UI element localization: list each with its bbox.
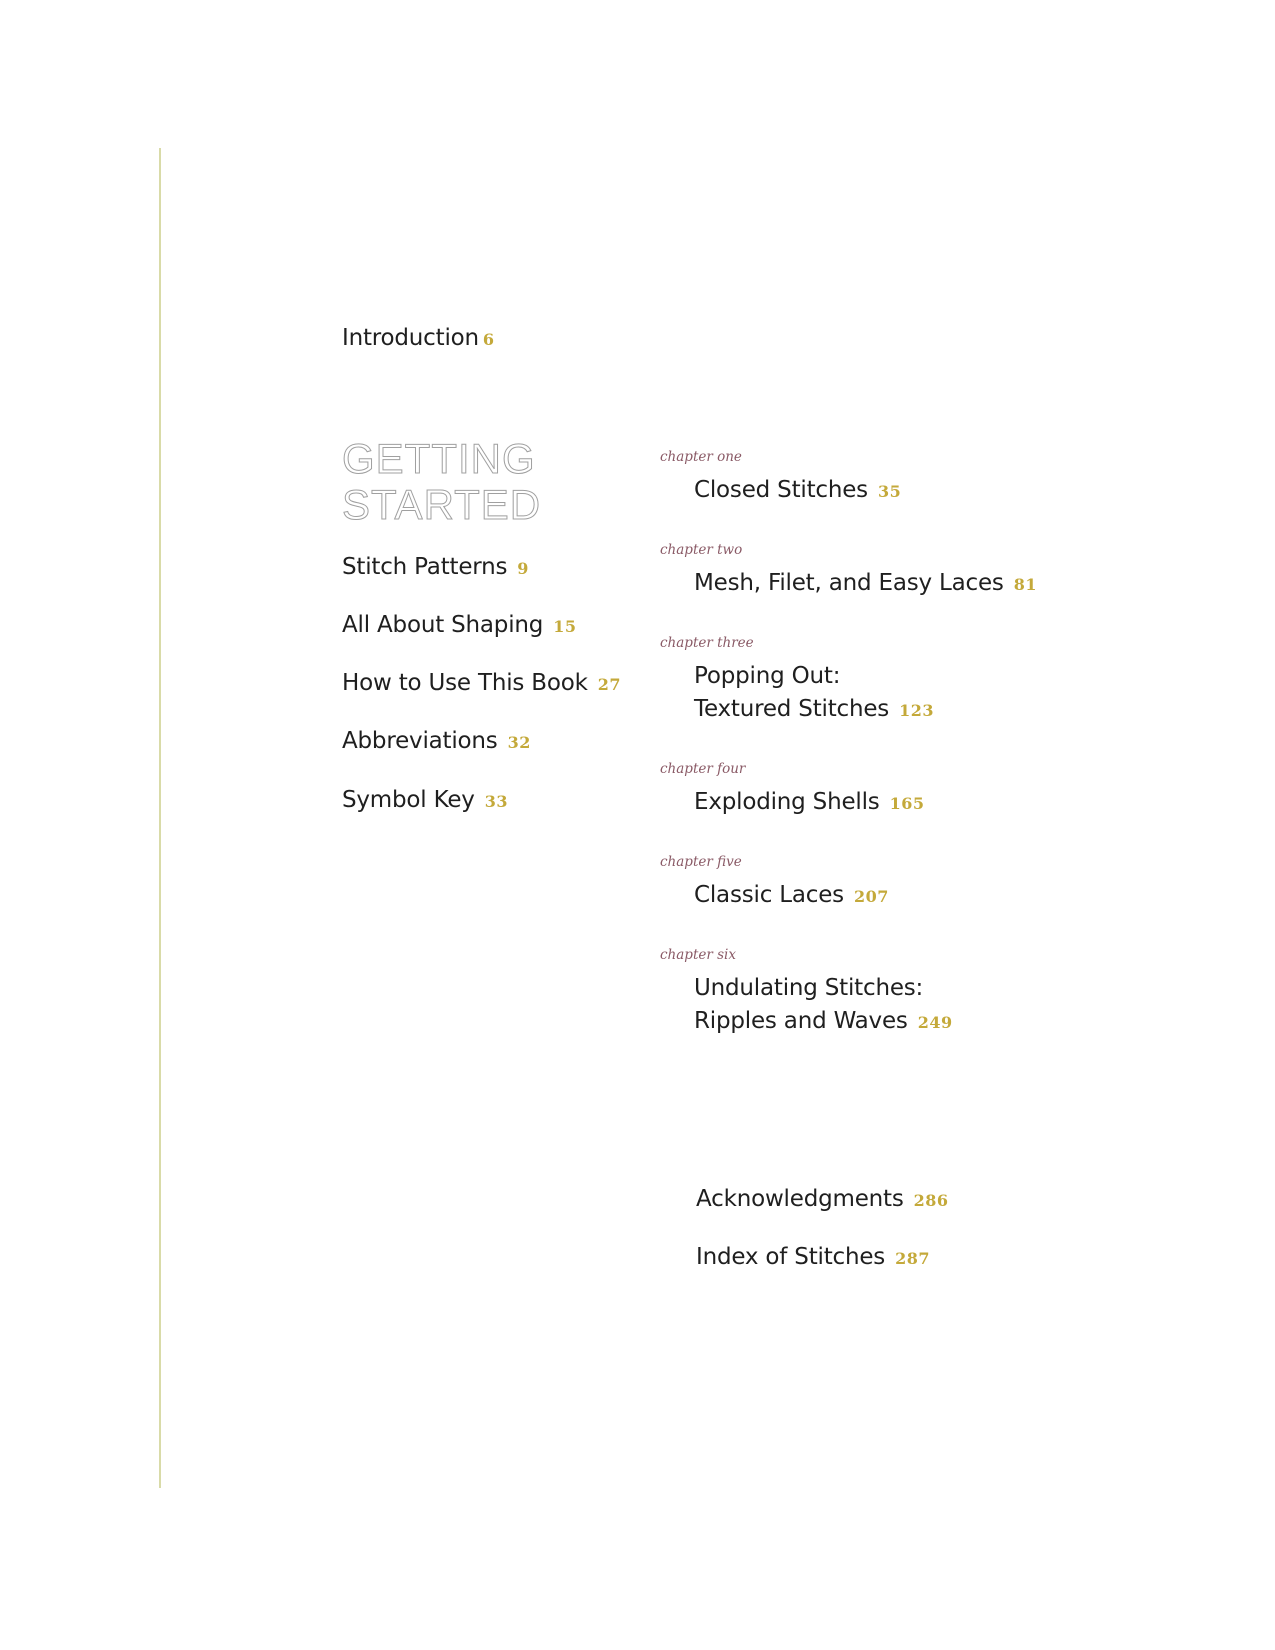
toc-entry-title: Undulating Stitches: [694, 975, 924, 1001]
toc-entry-chapter-one[interactable] [694, 474, 901, 508]
toc-entry-title: Popping Out: [694, 663, 841, 689]
toc-entry-index-of-stitches[interactable] [696, 1241, 930, 1275]
toc-entry-title: Exploding Shells [694, 789, 880, 815]
toc-entry-page: 207 [853, 887, 889, 906]
chapter-label: chapter six [660, 947, 736, 963]
toc-entry-page: 6 [482, 330, 495, 349]
toc-entry-page: 249 [917, 1013, 953, 1032]
toc-entry-title-line2 [694, 1005, 953, 1039]
chapter-label: chapter one [660, 449, 742, 465]
toc-entry-title: Introduction [342, 325, 479, 351]
toc-entry-abbreviations[interactable] [342, 725, 531, 759]
toc-entry-chapter-three[interactable] [694, 660, 934, 727]
toc-entry-title-line2 [694, 693, 934, 727]
toc-entry-acknowledgments[interactable] [696, 1183, 949, 1217]
toc-entry-all-about-shaping[interactable] [342, 609, 576, 643]
toc-entry-page: 165 [889, 794, 925, 813]
toc-entry-page: 81 [1013, 575, 1037, 594]
toc-entry-title: Abbreviations [342, 728, 498, 754]
toc-entry-page: 9 [517, 559, 529, 578]
margin-rule [159, 148, 161, 1488]
toc-entry-how-to-use[interactable] [342, 667, 621, 701]
toc-entry-title: How to Use This Book [342, 670, 588, 696]
toc-entry-page: 32 [507, 733, 531, 752]
toc-entry-symbol-key[interactable] [342, 784, 508, 818]
toc-entry-title: Ripples and Waves [694, 1008, 908, 1034]
chapter-label: chapter four [660, 761, 746, 777]
toc-entry-page: 35 [877, 482, 902, 501]
toc-entry-chapter-four[interactable] [694, 786, 924, 820]
section-heading-getting-started [342, 436, 541, 528]
toc-entry-page: 15 [553, 617, 577, 636]
toc-entry-title: Index of Stitches [696, 1244, 886, 1270]
toc-entry-title: Mesh, Filet, and Easy Laces [694, 570, 1004, 596]
toc-entry-page: 287 [895, 1249, 930, 1268]
toc-entry-chapter-two[interactable] [694, 567, 1037, 601]
toc-entry-page: 123 [899, 701, 934, 720]
toc-entry-chapter-five[interactable] [694, 879, 889, 913]
toc-entry-title: Classic Laces [694, 882, 844, 908]
toc-entry-title: All About Shaping [342, 612, 544, 638]
toc-entry-title: Symbol Key [342, 787, 475, 813]
toc-entry-title: Closed Stitches [694, 477, 868, 503]
section-heading-line: STARTED [342, 481, 542, 528]
toc-entry-title: Stitch Patterns [342, 554, 508, 580]
toc-entry-chapter-six[interactable] [694, 972, 953, 1039]
toc-entry-page: 27 [597, 675, 621, 694]
chapter-label: chapter three [660, 635, 754, 651]
toc-entry-title: Textured Stitches [694, 696, 890, 722]
section-heading-line: GETTING [342, 435, 536, 482]
toc-entry-introduction[interactable] [342, 322, 495, 356]
toc-entry-stitch-patterns[interactable] [342, 551, 529, 585]
chapter-label: chapter five [660, 854, 742, 870]
chapter-label: chapter two [660, 542, 743, 558]
toc-entry-title: Acknowledgments [696, 1186, 904, 1212]
toc-entry-page: 33 [484, 792, 508, 811]
toc-entry-page: 286 [913, 1191, 949, 1210]
